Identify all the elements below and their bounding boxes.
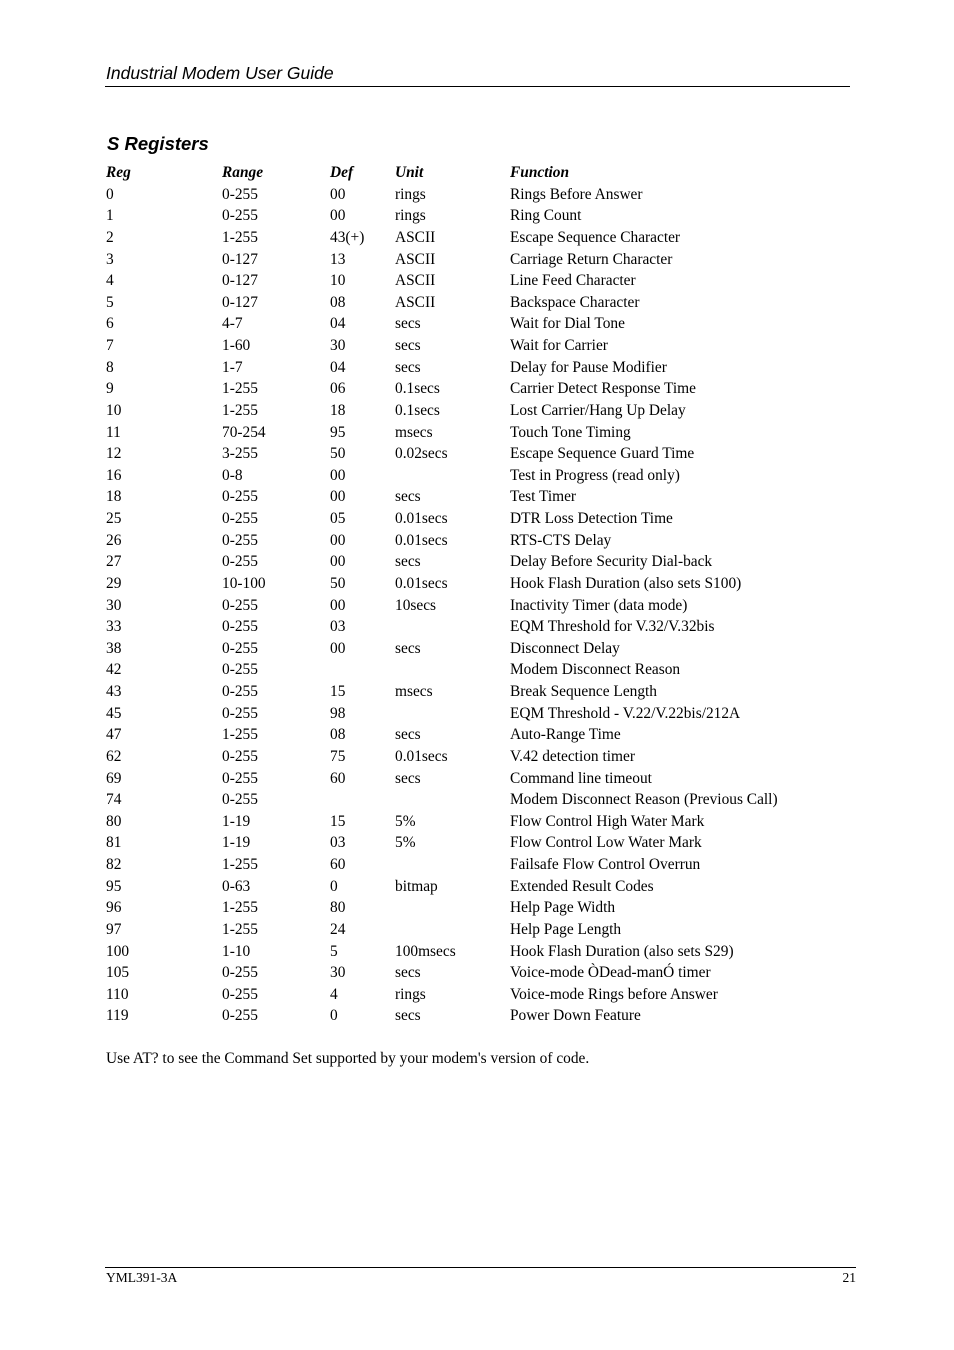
default-cell: 0 [330, 877, 338, 895]
table-row [106, 205, 826, 227]
function-cell: Rings Before Answer [510, 185, 643, 203]
register-cell: 16 [106, 466, 122, 484]
range-cell: 0-255 [222, 618, 258, 636]
range-cell: 0-255 [222, 488, 258, 506]
function-cell: Hook Flash Duration (also sets S29) [510, 942, 734, 960]
function-cell: Failsafe Flow Control Overrun [510, 856, 701, 873]
default-cell: 05 [330, 510, 346, 527]
register-cell: 45 [106, 704, 122, 722]
range-cell: 0-255 [222, 791, 258, 809]
range-cell: 0-255 [222, 704, 258, 722]
register-cell: 110 [106, 985, 129, 1003]
footnote: Use AT? to see the Command Set supported by your modem's version of code. [106, 1050, 590, 1067]
default-cell: 30 [330, 337, 346, 354]
function-cell: Power Down Feature [510, 1007, 641, 1025]
unit-cell: msecs [395, 423, 433, 441]
table-row [106, 249, 826, 271]
table-header-row [106, 162, 826, 184]
default-cell: 0 [330, 1007, 338, 1025]
table-row [106, 876, 826, 898]
function-cell: Delay for Pause Modifier [510, 358, 667, 376]
function-cell: RTS-CTS Delay [510, 531, 612, 549]
table-row [106, 573, 826, 595]
unit-cell: bitmap [395, 877, 438, 895]
range-cell: 1-255 [222, 726, 258, 744]
function-cell: Modem Disconnect Reason (Previous Call) [510, 791, 778, 809]
register-cell: 81 [106, 834, 122, 852]
default-cell: 06 [330, 380, 346, 398]
default-cell: 00 [330, 596, 346, 614]
default-cell: 43(+) [330, 228, 365, 246]
function-cell: V.42 detection timer [510, 747, 635, 765]
function-cell: Inactivity Timer (data mode) [510, 596, 688, 614]
default-cell: 00 [330, 466, 346, 484]
default-cell: 50 [330, 574, 346, 592]
column-header-def: Def [330, 164, 354, 181]
register-cell: 0 [106, 185, 114, 203]
range-cell: 1-255 [222, 856, 258, 873]
unit-cell: secs [395, 488, 421, 506]
default-cell: 13 [330, 250, 346, 268]
range-cell: 1-255 [222, 899, 258, 917]
table-row [106, 854, 826, 876]
default-cell: 50 [330, 445, 346, 463]
page-header [105, 62, 850, 87]
register-cell: 96 [106, 899, 122, 917]
default-cell: 08 [330, 293, 346, 311]
column-header-reg: Reg [106, 164, 131, 181]
table-row [106, 378, 826, 400]
table-row [106, 357, 826, 379]
unit-cell: 100msecs [395, 942, 456, 960]
table-row [106, 1005, 826, 1027]
unit-cell: 10secs [395, 596, 437, 614]
unit-cell: 0.1secs [395, 380, 440, 398]
table-row [106, 941, 826, 963]
range-cell: 0-255 [222, 964, 258, 982]
table-row [106, 443, 826, 465]
default-cell: 75 [330, 747, 346, 765]
unit-cell: secs [395, 358, 421, 376]
range-cell: 0-255 [222, 985, 258, 1003]
range-cell: 1-255 [222, 380, 258, 398]
default-cell: 95 [330, 423, 346, 441]
range-cell: 0-127 [222, 272, 258, 290]
default-cell: 60 [330, 856, 346, 873]
register-cell: 4 [106, 272, 114, 290]
table-row [106, 768, 826, 790]
function-cell: Help Page Width [510, 899, 616, 917]
document-id: YML391-3A [106, 1270, 178, 1285]
table-row [106, 595, 826, 617]
range-cell: 0-255 [222, 639, 258, 657]
function-cell: Break Sequence Length [510, 683, 658, 700]
table-row [106, 638, 826, 660]
range-cell: 0-255 [222, 683, 258, 700]
unit-cell: msecs [395, 683, 433, 700]
function-cell: EQM Threshold - V.22/V.22bis/212A [510, 704, 741, 722]
table-row [106, 984, 826, 1006]
range-cell: 1-255 [222, 920, 258, 938]
unit-cell: rings [395, 185, 426, 203]
function-cell: Wait for Carrier [510, 337, 608, 354]
function-cell: Test in Progress (read only) [510, 466, 680, 484]
table-row [106, 616, 826, 638]
unit-cell: 0.02secs [395, 445, 448, 463]
register-cell: 100 [106, 942, 130, 960]
table-row [106, 724, 826, 746]
register-cell: 11 [106, 423, 121, 441]
unit-cell: secs [395, 553, 421, 571]
register-cell: 43 [106, 683, 122, 700]
function-cell: DTR Loss Detection Time [510, 510, 673, 527]
function-cell: Flow Control Low Water Mark [510, 834, 702, 852]
table-row [106, 508, 826, 530]
page-footer [105, 1267, 856, 1288]
unit-cell: 5% [395, 812, 416, 830]
table-row [106, 811, 826, 833]
range-cell: 0-255 [222, 531, 258, 549]
register-cell: 8 [106, 358, 114, 376]
default-cell: 03 [330, 618, 346, 636]
function-cell: Auto-Range Time [510, 726, 621, 744]
range-cell: 0-255 [222, 661, 258, 679]
default-cell: 18 [330, 401, 346, 419]
table-row [106, 703, 826, 725]
table-row [106, 465, 826, 487]
function-cell: Hook Flash Duration (also sets S100) [510, 574, 742, 592]
function-cell: Modem Disconnect Reason [510, 661, 681, 679]
unit-cell: 0.01secs [395, 510, 448, 527]
range-cell: 0-255 [222, 1007, 258, 1025]
range-cell: 0-255 [222, 747, 258, 765]
register-cell: 3 [106, 250, 114, 268]
function-cell: Backspace Character [510, 293, 640, 311]
table-row [106, 400, 826, 422]
table-row [106, 962, 826, 984]
register-cell: 29 [106, 574, 122, 592]
table-row [106, 422, 826, 444]
column-header-function: Function [510, 164, 570, 181]
unit-cell: secs [395, 726, 421, 744]
range-cell: 70-254 [222, 423, 266, 441]
function-cell: Carrier Detect Response Time [510, 380, 696, 398]
range-cell: 1-19 [222, 834, 251, 852]
default-cell: 24 [330, 920, 346, 938]
function-cell: Voice-mode Rings before Answer [510, 985, 718, 1003]
default-cell: 00 [330, 185, 346, 203]
function-cell: Flow Control High Water Mark [510, 812, 705, 830]
register-cell: 80 [106, 812, 122, 830]
register-cell: 95 [106, 877, 122, 895]
table-row [106, 551, 826, 573]
range-cell: 0-255 [222, 769, 258, 787]
default-cell: 08 [330, 726, 346, 744]
unit-cell: ASCII [395, 293, 436, 311]
unit-cell: secs [395, 315, 421, 333]
function-cell: Escape Sequence Character [510, 228, 681, 246]
table-row [106, 897, 826, 919]
unit-cell: secs [395, 337, 421, 354]
register-cell: 69 [106, 769, 122, 787]
range-cell: 1-60 [222, 337, 251, 354]
default-cell: 03 [330, 834, 346, 852]
function-cell: Lost Carrier/Hang Up Delay [510, 401, 686, 419]
range-cell: 0-127 [222, 250, 258, 268]
table-row [106, 486, 826, 508]
function-cell: Line Feed Character [510, 272, 636, 290]
unit-cell: 0.01secs [395, 531, 448, 549]
function-cell: Voice-mode ÒDead-manÓ timer [510, 964, 711, 982]
unit-cell: ASCII [395, 228, 436, 246]
range-cell: 1-7 [222, 358, 243, 376]
function-cell: Command line timeout [510, 769, 652, 787]
table-row [106, 270, 826, 292]
range-cell: 0-255 [222, 596, 258, 614]
register-cell: 38 [106, 639, 122, 657]
unit-cell: secs [395, 769, 421, 787]
register-cell: 1 [106, 207, 114, 225]
table-row [106, 789, 826, 811]
table-body [106, 184, 826, 1027]
table-row [106, 746, 826, 768]
register-cell: 9 [106, 380, 114, 398]
s-registers-table [106, 162, 826, 1027]
function-cell: Disconnect Delay [510, 639, 620, 657]
register-cell: 10 [106, 401, 122, 419]
default-cell: 00 [330, 207, 346, 225]
register-cell: 5 [106, 293, 114, 311]
table-row [106, 313, 826, 335]
register-cell: 12 [106, 445, 122, 463]
function-cell: Extended Result Codes [510, 877, 654, 895]
default-cell: 30 [330, 964, 346, 982]
function-cell: Test Timer [510, 488, 577, 506]
register-cell: 26 [106, 531, 122, 549]
range-cell: 0-255 [222, 185, 258, 203]
unit-cell: rings [395, 985, 426, 1003]
section-title: S Registers [107, 133, 209, 154]
range-cell: 10-100 [222, 574, 266, 592]
table-row [106, 832, 826, 854]
register-cell: 119 [106, 1007, 129, 1025]
function-cell: EQM Threshold for V.32/V.32bis [510, 618, 715, 636]
unit-cell: ASCII [395, 272, 436, 290]
function-cell: Delay Before Security Dial-back [510, 553, 713, 571]
column-header-range: Range [222, 164, 264, 181]
range-cell: 1-255 [222, 401, 258, 419]
default-cell: 00 [330, 488, 346, 506]
function-cell: Escape Sequence Guard Time [510, 445, 695, 463]
range-cell: 1-255 [222, 228, 258, 246]
register-cell: 62 [106, 747, 122, 765]
unit-cell: secs [395, 1007, 421, 1025]
unit-cell: secs [395, 639, 421, 657]
range-cell: 0-63 [222, 877, 251, 895]
default-cell: 5 [330, 942, 338, 960]
default-cell: 00 [330, 531, 346, 549]
function-cell: Carriage Return Character [510, 250, 673, 268]
table-row [106, 659, 826, 681]
register-cell: 30 [106, 596, 122, 614]
register-cell: 33 [106, 618, 122, 636]
table-row [106, 292, 826, 314]
register-cell: 42 [106, 661, 122, 679]
function-cell: Ring Count [510, 207, 582, 225]
column-header-unit: Unit [395, 164, 424, 181]
default-cell: 00 [330, 553, 346, 571]
unit-cell: rings [395, 207, 426, 225]
unit-cell: 5% [395, 834, 416, 852]
register-cell: 2 [106, 228, 114, 246]
table-row [106, 335, 826, 357]
default-cell: 98 [330, 704, 346, 722]
default-cell: 04 [330, 315, 346, 333]
register-cell: 18 [106, 488, 122, 506]
register-cell: 25 [106, 510, 122, 527]
default-cell: 4 [330, 985, 338, 1003]
register-cell: 7 [106, 337, 114, 354]
register-cell: 82 [106, 856, 122, 873]
table-row [106, 227, 826, 249]
register-cell: 27 [106, 553, 122, 571]
function-cell: Wait for Dial Tone [510, 315, 625, 333]
range-cell: 0-255 [222, 553, 258, 571]
default-cell: 80 [330, 899, 346, 917]
range-cell: 0-127 [222, 293, 258, 311]
function-cell: Help Page Length [510, 920, 622, 938]
unit-cell: 0.01secs [395, 747, 448, 765]
range-cell: 0-255 [222, 510, 258, 527]
default-cell: 04 [330, 358, 346, 376]
range-cell: 1-10 [222, 942, 251, 960]
register-cell: 6 [106, 315, 114, 333]
register-cell: 47 [106, 726, 122, 744]
unit-cell: secs [395, 964, 421, 982]
table-row [106, 681, 826, 703]
unit-cell: 0.01secs [395, 574, 448, 592]
range-cell: 3-255 [222, 445, 258, 463]
default-cell: 15 [330, 812, 346, 830]
register-cell: 74 [106, 791, 122, 809]
register-cell: 105 [106, 964, 130, 982]
default-cell: 00 [330, 639, 346, 657]
range-cell: 0-255 [222, 207, 258, 225]
document-title: Industrial Modem User Guide [106, 63, 334, 83]
default-cell: 15 [330, 683, 346, 700]
range-cell: 4-7 [222, 315, 243, 333]
default-cell: 60 [330, 769, 346, 787]
unit-cell: 0.1secs [395, 401, 440, 419]
table-row [106, 530, 826, 552]
unit-cell: ASCII [395, 250, 436, 268]
range-cell: 0-8 [222, 466, 243, 484]
table-row [106, 919, 826, 941]
page-number: 21 [842, 1270, 856, 1285]
table-row [106, 184, 826, 206]
function-cell: Touch Tone Timing [510, 423, 631, 441]
default-cell: 10 [330, 272, 346, 290]
range-cell: 1-19 [222, 812, 251, 830]
register-cell: 97 [106, 920, 122, 938]
